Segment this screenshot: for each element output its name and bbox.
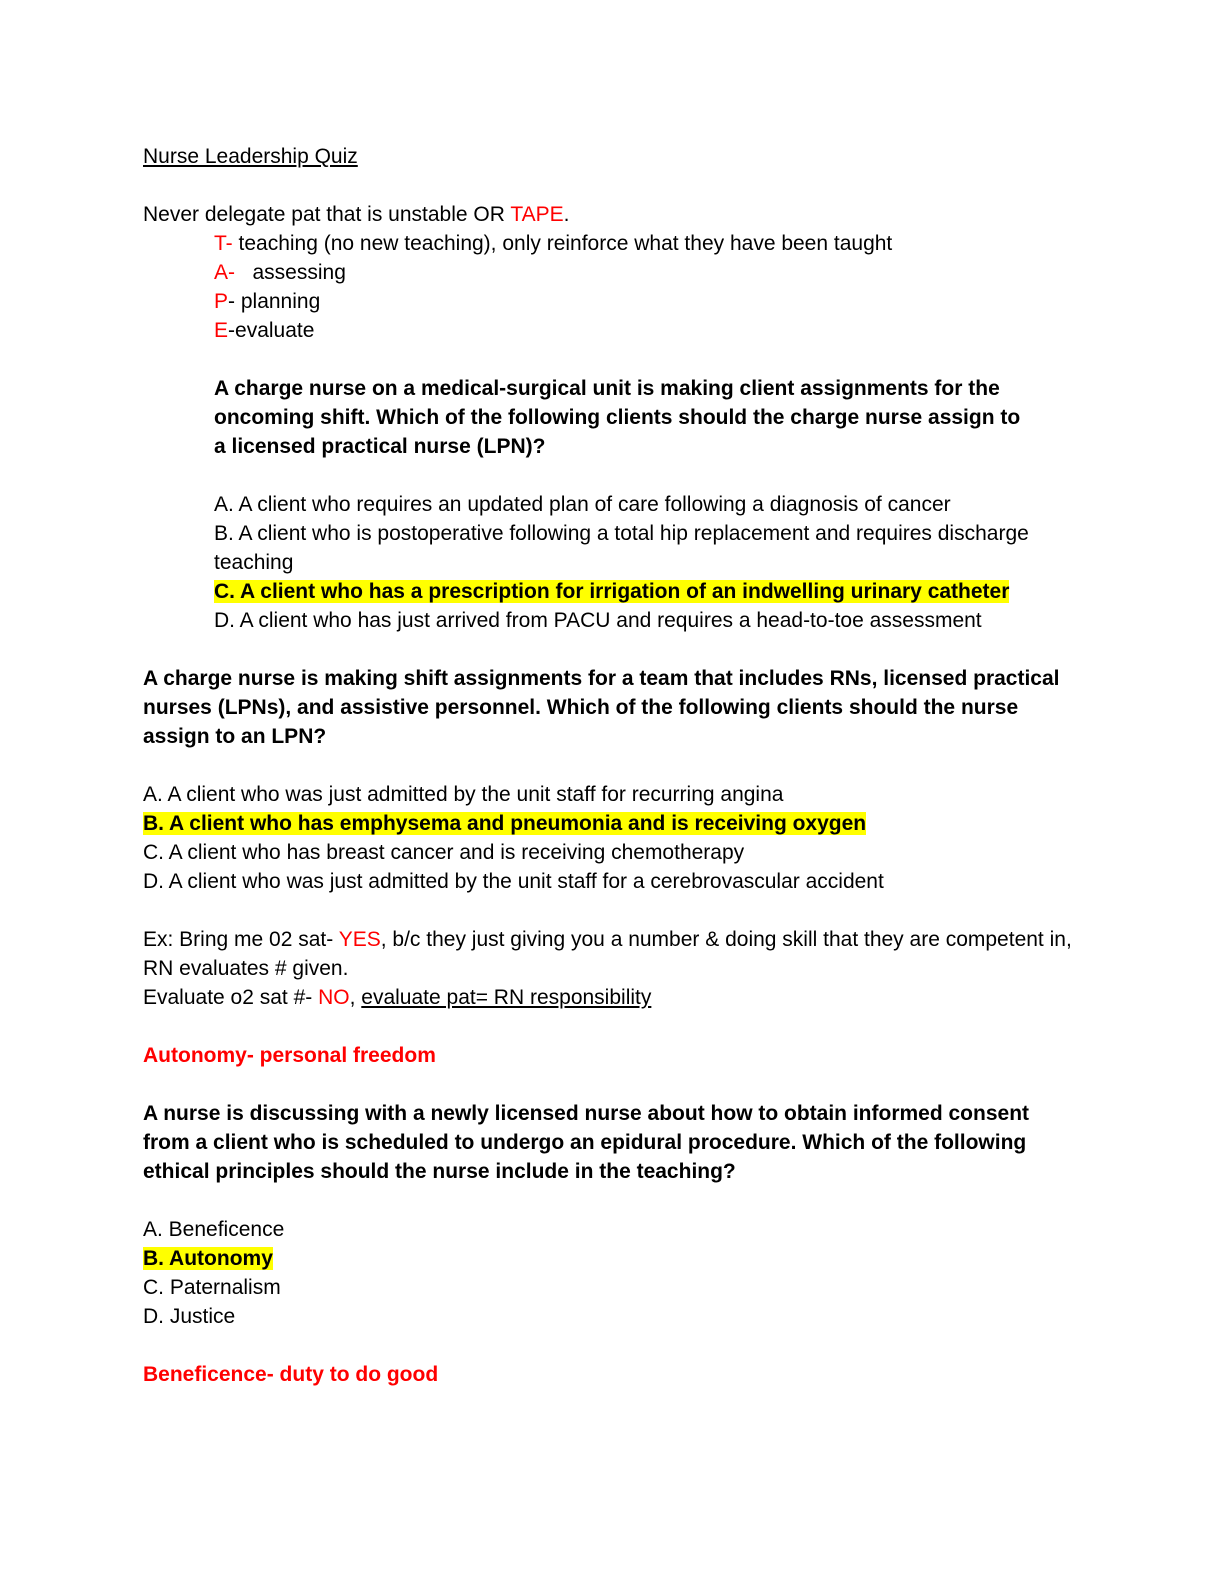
intro-text: Never delegate pat that is unstable OR <box>143 203 511 226</box>
tape-letter: T- <box>214 232 233 255</box>
q2-option-d: D. A client who was just admitted by the unit staff for a cerebrovascular accident <box>143 870 884 893</box>
example-underlined: evaluate pat= RN responsibility <box>361 986 652 1009</box>
autonomy-definition: Autonomy- personal freedom <box>143 1044 436 1067</box>
example-line-2: Evaluate o2 sat #- NO, evaluate pat= RN responsibility <box>143 986 652 1009</box>
question-2-text: A charge nurse is making shift assignments for a team that includes RNs, licensed practical nurses (LPNs), and assistive personnel. Which of the following clients should the nurse assign to an LPN? <box>143 667 1060 748</box>
example-line-1: Ex: Bring me 02 sat- YES, b/c they just giving you a number & doing skill that they are competent in, RN evaluates # given. <box>143 928 1072 980</box>
question-3-block <box>143 1099 1083 1331</box>
tape-item <box>214 316 1083 345</box>
q2-option-b <box>143 809 1083 838</box>
document-page <box>143 142 1083 1389</box>
document-title <box>143 142 1083 171</box>
example-note <box>143 925 1083 1012</box>
q2-correct-answer: B. A client who has emphysema and pneumonia and is receiving oxygen <box>143 812 867 835</box>
beneficence-definition: Beneficence- duty to do good <box>143 1363 439 1386</box>
q1-option-b: B. A client who is postoperative following a total hip replacement and requires discharge teaching <box>214 522 1029 574</box>
tape-list <box>143 229 1083 345</box>
q1-correct-answer: C. A client who has a prescription for irrigation of an indwelling urinary catheter <box>214 580 1010 603</box>
tape-text: - planning <box>228 290 321 313</box>
intro-period: . <box>563 203 570 226</box>
question-1-text: A charge nurse on a medical-surgical unit is making client assignments for the oncoming shift. Which of the following clients should the charge nurse assign to a licensed practical nurse (LPN)? <box>214 377 1021 458</box>
q2-option-c: C. A client who has breast cancer and is receiving chemotherapy <box>143 841 745 864</box>
tape-text: assessing <box>235 261 346 284</box>
q3-option-d: D. Justice <box>143 1305 236 1328</box>
tape-text: -evaluate <box>228 319 315 342</box>
q1-option-a: A. A client who requires an updated plan of care following a diagnosis of cancer <box>214 493 951 516</box>
tape-item <box>214 287 1083 316</box>
tape-letter: A- <box>214 261 235 284</box>
q2-option-a: A. A client who was just admitted by the unit staff for recurring angina <box>143 783 784 806</box>
example-no: NO <box>318 986 350 1009</box>
question-2-block <box>143 664 1083 896</box>
tape-item <box>214 258 1083 287</box>
tape-letter: E <box>214 319 229 342</box>
question-1-block <box>143 374 1083 635</box>
question-3-text: A nurse is discussing with a newly licensed nurse about how to obtain informed consent from a client who is scheduled to undergo an epidural procedure. Which of the following ethical principles should the nurse include in the teaching? <box>143 1102 1030 1183</box>
title-text: Nurse Leadership Quiz <box>143 145 358 168</box>
tape-text: teaching (no new teaching), only reinforce what they have been taught <box>232 232 893 255</box>
intro-line <box>143 200 1083 229</box>
example-yes: YES <box>338 928 381 951</box>
tape-acronym: TAPE <box>510 203 564 226</box>
q3-option-b <box>143 1244 1083 1273</box>
q1-option-d: D. A client who has just arrived from PACU and requires a head-to-toe assessment <box>214 609 982 632</box>
q1-option-c <box>214 577 1083 606</box>
q3-option-a: A. Beneficence <box>143 1218 285 1241</box>
tape-letter: P <box>214 290 229 313</box>
q3-correct-answer: B. Autonomy <box>143 1247 273 1270</box>
tape-item <box>214 229 1083 258</box>
q3-option-c: C. Paternalism <box>143 1276 281 1299</box>
